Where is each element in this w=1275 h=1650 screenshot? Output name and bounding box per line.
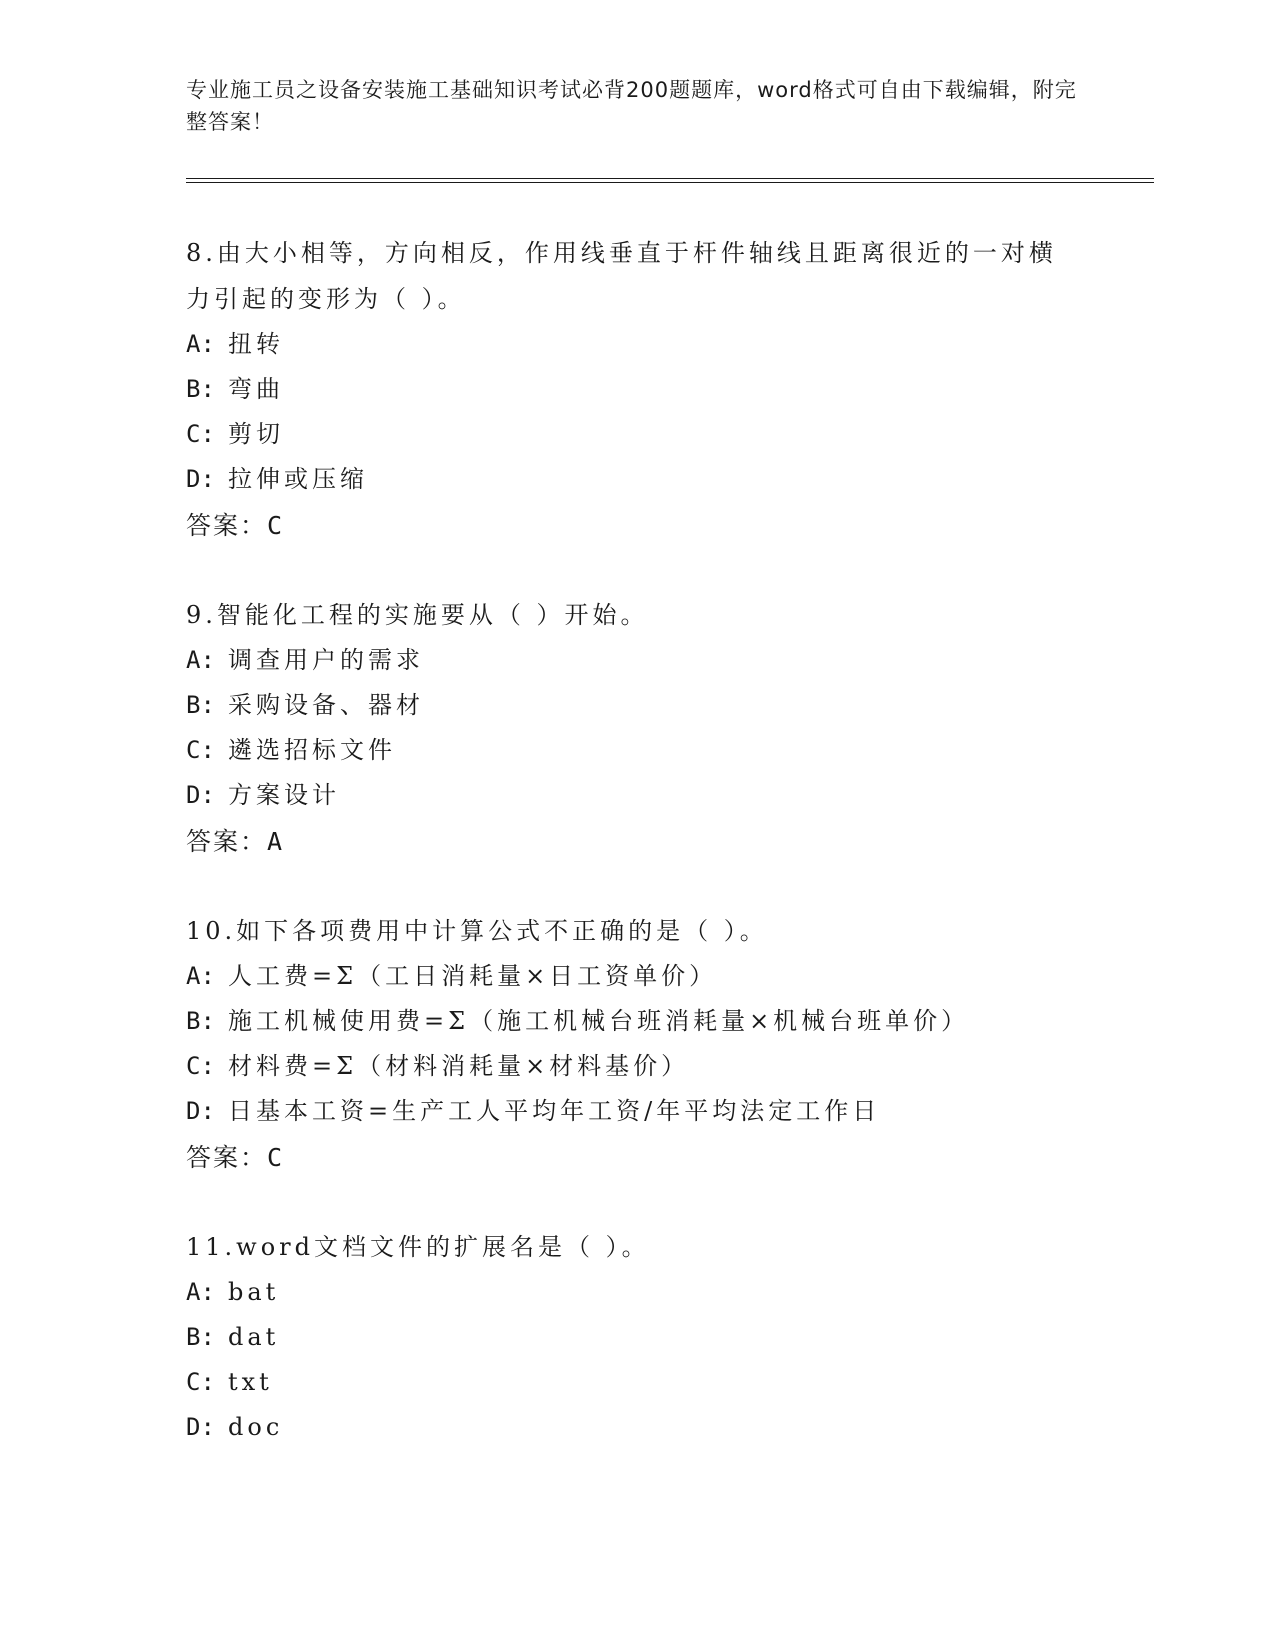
question-text: 8.由大小相等，方向相反，作用线垂直于杆件轴线且距离很近的一对横力引起的变形为（ ）。	[186, 239, 1057, 313]
option-c	[186, 1044, 1146, 1089]
option-d	[186, 773, 1146, 818]
option-d	[186, 457, 1146, 502]
option-letter: C:	[186, 1052, 215, 1080]
option-text: bat	[228, 1278, 280, 1306]
option-letter: D:	[186, 781, 215, 809]
option-text: 施工机械使用费=Σ（施工机械台班消耗量×机械台班单价）	[228, 1007, 970, 1035]
option-letter: B:	[186, 1007, 215, 1035]
option-text: dat	[228, 1323, 280, 1351]
option-letter: D:	[186, 1413, 215, 1441]
option-a	[186, 954, 1146, 999]
option-b	[186, 1315, 1146, 1360]
header-double-rule	[186, 178, 1154, 183]
answer-label: 答案：	[186, 1143, 268, 1172]
option-text: 剪切	[228, 420, 284, 448]
answer-value: A	[267, 827, 285, 856]
option-letter: B:	[186, 691, 215, 719]
option-text: 采购设备、器材	[228, 691, 424, 719]
option-c	[186, 412, 1146, 457]
answer-value: C	[267, 511, 285, 540]
question-text: 9.智能化工程的实施要从（ ）开始。	[186, 601, 649, 629]
question-text: 10.如下各项费用中计算公式不正确的是（ ）。	[186, 917, 768, 945]
option-text: 人工费=Σ（工日消耗量×日工资单价）	[228, 962, 718, 990]
option-d	[186, 1089, 1146, 1134]
option-text: 拉伸或压缩	[228, 465, 368, 493]
answer-line	[186, 818, 1146, 866]
option-letter: A:	[186, 1278, 215, 1306]
option-letter: A:	[186, 330, 215, 358]
option-text: txt	[228, 1368, 273, 1396]
option-text: 材料费=Σ（材料消耗量×材料基价）	[228, 1052, 690, 1080]
option-b	[186, 999, 1146, 1044]
option-letter: B:	[186, 1323, 215, 1351]
option-b	[186, 683, 1146, 728]
answer-label: 答案：	[186, 511, 268, 540]
question-text: 11.word文档文件的扩展名是（ ）。	[186, 1233, 650, 1261]
question-11	[186, 1224, 1146, 1450]
option-text: doc	[228, 1413, 284, 1441]
option-letter: D:	[186, 465, 215, 493]
question-9	[186, 592, 1146, 866]
option-c	[186, 728, 1146, 773]
question-8	[186, 230, 1146, 550]
option-letter: A:	[186, 962, 215, 990]
question-list	[186, 230, 1146, 1492]
option-letter: B:	[186, 375, 215, 403]
option-text: 扭转	[228, 330, 284, 358]
answer-label: 答案：	[186, 827, 268, 856]
option-letter: A:	[186, 646, 215, 674]
answer-line	[186, 1134, 1146, 1182]
option-d	[186, 1405, 1146, 1450]
option-letter: C:	[186, 736, 215, 764]
option-a	[186, 638, 1146, 683]
option-text: 遴选招标文件	[228, 736, 396, 764]
option-letter: C:	[186, 420, 215, 448]
answer-value: C	[267, 1143, 285, 1172]
option-letter: D:	[186, 1097, 215, 1125]
option-b	[186, 367, 1146, 412]
option-text: 方案设计	[228, 781, 340, 809]
question-10	[186, 908, 1146, 1182]
option-a	[186, 322, 1146, 367]
option-text: 弯曲	[228, 375, 284, 403]
document-header: 专业施工员之设备安装施工基础知识考试必背200题题库，word格式可自由下载编辑，附完整答案！	[186, 78, 1077, 134]
option-text: 日基本工资=生产工人平均年工资/年平均法定工作日	[228, 1097, 881, 1125]
option-letter: C:	[186, 1368, 215, 1396]
option-a	[186, 1270, 1146, 1315]
option-c	[186, 1360, 1146, 1405]
option-text: 调查用户的需求	[228, 646, 424, 674]
answer-line	[186, 502, 1146, 550]
